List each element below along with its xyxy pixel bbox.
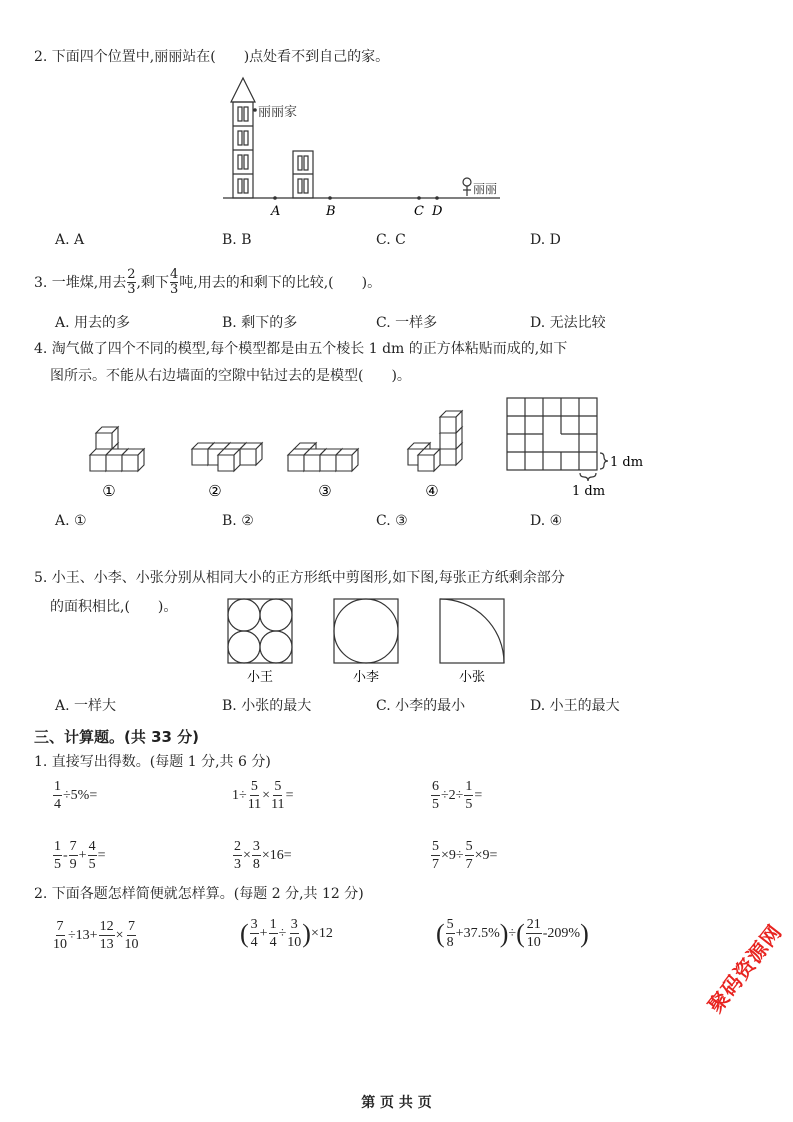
square-xiaozhang <box>440 599 504 663</box>
denominator: 10 <box>526 935 541 950</box>
q3-option-a[interactable]: A. 用去的多 <box>55 315 131 331</box>
expression <box>436 916 589 951</box>
fraction <box>464 778 473 813</box>
denominator: 10 <box>124 937 139 952</box>
cube-face <box>336 455 352 471</box>
point-a: A <box>271 204 281 219</box>
denominator: 4 <box>54 797 61 812</box>
window-icon <box>238 107 242 121</box>
cube-face <box>90 455 106 471</box>
parenthesis: ) <box>302 918 311 948</box>
model-label-4: ④ <box>425 482 439 500</box>
denominator: 3 <box>127 282 136 297</box>
operator-text: ×9= <box>474 847 498 863</box>
cube-face <box>106 455 122 471</box>
denominator: 4 <box>250 935 258 950</box>
expression <box>52 778 97 813</box>
cube-face <box>440 449 456 465</box>
expression <box>232 838 292 873</box>
q4-stem-line1: 4. 淘气做了四个不同的模型,每个模型都是由五个棱长 1 dm 的正方体粘贴而成的,如下 <box>34 341 568 357</box>
fraction <box>53 778 62 813</box>
denominator: 13 <box>99 937 114 952</box>
operator-text: ÷ <box>278 925 287 941</box>
q4-option-d[interactable]: D. ④ <box>530 513 563 529</box>
q3-stem <box>34 268 381 297</box>
numerator: 7 <box>69 839 77 854</box>
point-c: C <box>414 204 424 219</box>
window-icon <box>304 179 308 193</box>
numerator: 6 <box>432 779 439 794</box>
expression <box>430 778 482 813</box>
denominator: 5 <box>54 857 61 872</box>
fraction <box>431 778 440 813</box>
denominator: 3 <box>234 857 241 872</box>
fraction <box>269 916 278 951</box>
q4-option-b[interactable]: B. ② <box>222 513 254 529</box>
q3-fraction-used <box>127 268 135 297</box>
model-4 <box>408 411 462 471</box>
model-3 <box>288 443 358 471</box>
numerator: 1 <box>465 779 473 794</box>
q5-stem-line2: 的面积相比,( )。 <box>50 599 178 615</box>
numerator: 5 <box>465 839 473 854</box>
operator-text: ÷2÷ <box>441 787 464 803</box>
q3-fraction-left <box>170 268 178 297</box>
fraction <box>465 838 474 873</box>
expression <box>430 838 497 873</box>
denominator: 7 <box>465 857 473 872</box>
expression <box>240 916 333 951</box>
q2-stem: 2. 下面四个位置中,丽丽站在( )点处看不到自己的家。 <box>34 49 390 65</box>
denominator: 4 <box>269 935 277 950</box>
parenthesis: ) <box>499 918 509 948</box>
numerator: 5 <box>250 779 258 794</box>
cube-face <box>192 449 208 465</box>
operator-text: ÷13+ <box>68 927 98 943</box>
parenthesis: ( <box>436 918 445 948</box>
operator-text: = <box>474 787 483 803</box>
q3-stem-c: 吨,用去的和剩下的比较,( )。 <box>179 274 382 291</box>
numerator: 7 <box>128 919 135 934</box>
q3-stem-b: ,剩下 <box>136 274 169 291</box>
denominator: 7 <box>432 857 439 872</box>
operator-text: + <box>259 925 268 941</box>
section-title: 三、计算题。(共 33 分) <box>34 728 200 746</box>
denominator: 8 <box>446 935 454 950</box>
operator-text: 1÷ <box>232 787 247 803</box>
operator-text: +37.5% <box>455 925 500 941</box>
part2-title: 2. 下面各题怎样简便就怎样算。(每题 2 分,共 12 分) <box>34 886 364 902</box>
window-icon <box>298 179 302 193</box>
fraction <box>69 838 78 873</box>
cube-face <box>440 433 456 449</box>
numerator: 4 <box>170 267 179 282</box>
parenthesis: ( <box>240 918 249 948</box>
numerator: 1 <box>269 917 277 932</box>
numerator: 5 <box>274 779 282 794</box>
home-label: 丽丽家 <box>258 105 298 120</box>
q3-option-d[interactable]: D. 无法比较 <box>530 315 606 331</box>
q5-option-a[interactable]: A. 一样大 <box>55 698 117 714</box>
cube-face <box>418 455 434 471</box>
window-icon <box>238 131 242 145</box>
q3-stem-a: 3. 一堆煤,用去 <box>34 274 127 291</box>
operator-text: ÷ <box>508 925 517 941</box>
denominator: 9 <box>69 857 77 872</box>
operator-text: -209% <box>542 925 581 941</box>
q4-option-a[interactable]: A. ① <box>55 513 87 529</box>
expression <box>232 778 293 813</box>
cube-face <box>122 455 138 471</box>
operator-text: = <box>285 787 294 803</box>
page-footer: 第 页 共 页 <box>361 1095 432 1111</box>
numerator: 2 <box>234 839 241 854</box>
fraction <box>233 838 242 873</box>
denominator: 5 <box>88 857 96 872</box>
wall-grid <box>507 398 608 481</box>
denominator: 10 <box>287 935 302 950</box>
fraction <box>446 916 455 951</box>
window-icon <box>304 156 308 170</box>
q2-figure <box>215 72 515 222</box>
denominator: 3 <box>170 282 179 297</box>
point-d: D <box>432 204 443 219</box>
model-label-2: ② <box>208 482 222 500</box>
q3-option-b[interactable]: B. 剩下的多 <box>222 315 298 331</box>
q4-option-c[interactable]: C. ③ <box>376 513 408 529</box>
cube-face <box>320 455 336 471</box>
fraction <box>53 918 67 953</box>
denominator: 11 <box>271 797 285 812</box>
window-icon <box>244 179 248 193</box>
fraction <box>88 838 97 873</box>
parenthesis: ) <box>580 918 589 948</box>
cube-face <box>440 417 456 433</box>
numerator: 3 <box>250 917 258 932</box>
q4-stem-line2: 图所示。不能从右边墙面的空隙中钻过去的是模型( )。 <box>50 368 411 384</box>
point-b: B <box>326 204 336 219</box>
numerator: 4 <box>88 839 96 854</box>
operator-text: ÷5%= <box>63 787 98 803</box>
cube-face <box>240 449 256 465</box>
fraction <box>526 916 542 951</box>
model-label-3: ③ <box>318 482 332 500</box>
numerator: 7 <box>56 919 64 934</box>
operator-text: - <box>63 847 68 863</box>
operator-text: × <box>243 847 251 863</box>
window-icon <box>244 131 248 145</box>
fraction <box>99 918 115 953</box>
q4-models-figure <box>0 380 793 510</box>
numerator: 3 <box>290 917 298 932</box>
label-xiaowang: 小王 <box>246 670 274 685</box>
operator-text: ×12 <box>310 925 333 941</box>
tower-roof <box>231 78 255 102</box>
fraction <box>252 838 261 873</box>
model-2 <box>192 443 262 471</box>
fraction <box>431 838 440 873</box>
q5-option-c[interactable]: C. 小李的最小 <box>376 698 466 714</box>
denominator: 5 <box>465 797 473 812</box>
q2-option-d[interactable]: D. D <box>530 232 561 248</box>
fraction <box>271 778 284 813</box>
label-xiaoli: 小李 <box>352 670 380 685</box>
numerator: 21 <box>526 917 541 932</box>
q2-option-b[interactable]: B. B <box>222 232 252 248</box>
model-label-1: ① <box>102 482 116 500</box>
fraction <box>248 778 261 813</box>
denominator: 10 <box>53 937 67 952</box>
window-icon <box>238 155 242 169</box>
q5-figures <box>0 595 793 690</box>
numerator: 5 <box>446 917 454 932</box>
cube-face <box>304 455 320 471</box>
cube-face <box>218 455 234 471</box>
fraction <box>53 838 62 873</box>
fraction <box>125 918 139 953</box>
operator-text: = <box>97 847 106 863</box>
part1-title: 1. 直接写出得数。(每题 1 分,共 6 分) <box>34 754 271 770</box>
window-icon <box>238 179 242 193</box>
watermark: 聚码资源网 <box>703 919 787 1018</box>
numerator: 5 <box>432 839 439 854</box>
model-1 <box>90 427 144 471</box>
denominator: 11 <box>247 797 262 812</box>
operator-text: + <box>78 847 87 863</box>
numerator: 1 <box>54 839 61 854</box>
window-icon <box>244 155 248 169</box>
cube-face <box>288 455 304 471</box>
label-xiaozhang: 小张 <box>458 670 486 685</box>
dim-label-horizontal: 1 dm <box>572 484 606 499</box>
parenthesis: ( <box>516 918 525 948</box>
fraction <box>287 916 301 951</box>
numerator: 2 <box>127 267 136 282</box>
expression <box>52 918 140 953</box>
operator-text: × <box>115 927 124 943</box>
cube-face <box>96 433 112 449</box>
q5-stem-line1: 5. 小王、小李、小张分别从相同大小的正方形纸中剪图形,如下图,每张正方纸剩余部分 <box>34 570 565 586</box>
window-icon <box>244 107 248 121</box>
fraction <box>250 916 259 951</box>
numerator: 1 <box>54 779 61 794</box>
expression <box>52 838 105 873</box>
q2-option-a[interactable]: A. A <box>55 232 85 248</box>
operator-text: ×16= <box>261 847 292 863</box>
girl-label: 丽丽 <box>473 182 498 196</box>
q2-option-c[interactable]: C. C <box>376 232 406 248</box>
q3-option-c[interactable]: C. 一样多 <box>376 315 438 331</box>
operator-text: × <box>262 787 271 803</box>
numerator: 3 <box>252 839 260 854</box>
q5-option-b[interactable]: B. 小张的最大 <box>222 698 312 714</box>
denominator: 5 <box>432 797 439 812</box>
square-xiaowang <box>228 599 292 663</box>
dim-label-vertical: 1 dm <box>610 455 644 470</box>
operator-text: ×9÷ <box>441 847 464 863</box>
window-icon <box>298 156 302 170</box>
denominator: 8 <box>252 857 260 872</box>
q5-option-d[interactable]: D. 小王的最大 <box>530 698 620 714</box>
numerator: 12 <box>99 919 114 934</box>
